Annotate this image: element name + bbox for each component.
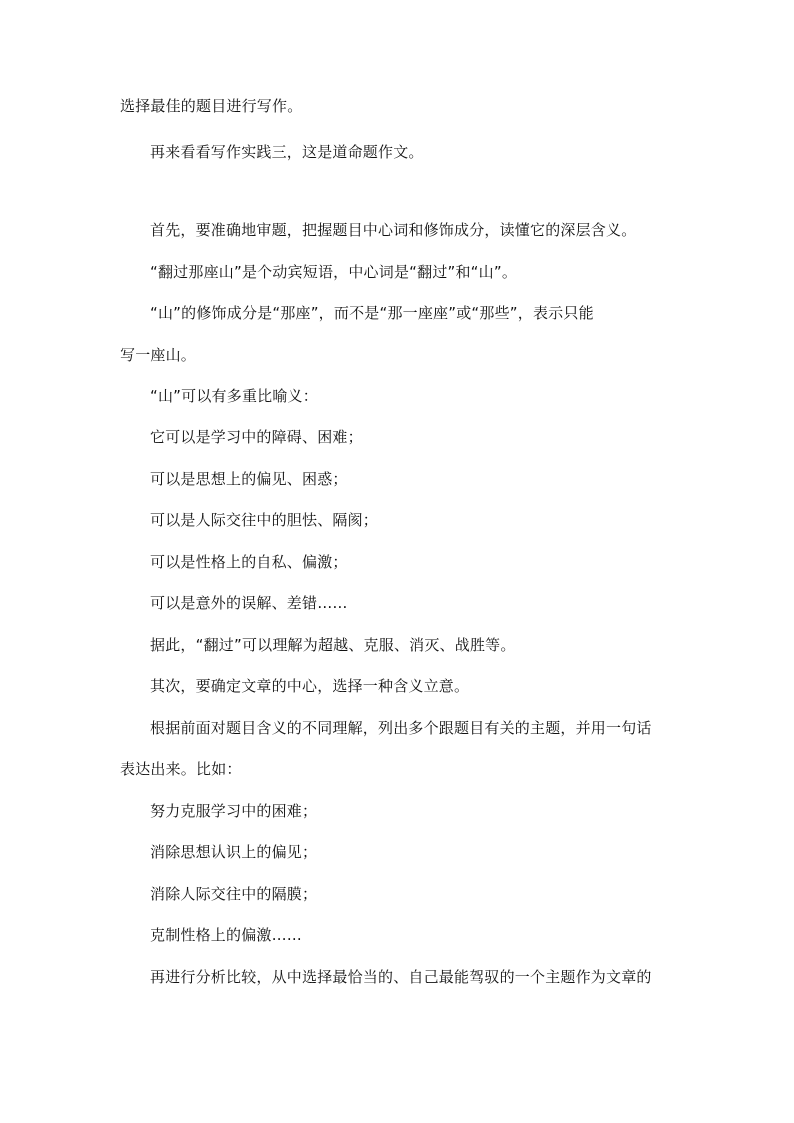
text-line: 克制性格上的偏激…… <box>150 926 303 944</box>
text-line: 表达出来。比如： <box>120 760 242 778</box>
text-line: 其次，要确定文章的中心，选择一种含义立意。 <box>150 677 470 695</box>
text-line: “山”可以有多重比喻义： <box>150 387 318 405</box>
text-line: “山”的修饰成分是“那座”，而不是“那一座座”或“那些”，表示只能 <box>150 304 594 322</box>
text-line: 可以是意外的误解、差错…… <box>150 594 348 612</box>
text-line: 消除思想认识上的偏见； <box>150 843 318 861</box>
text-line: 根据前面对题目含义的不同理解，列出多个跟题目有关的主题，并用一句话 <box>150 719 652 737</box>
text-line: 努力克服学习中的困难； <box>150 802 318 820</box>
text-line: 据此，“翻过”可以理解为超越、克服、消灭、战胜等。 <box>150 636 516 654</box>
text-line: 首先，要准确地审题，把握题目中心词和修饰成分，读懂它的深层含义。 <box>150 221 637 239</box>
text-line: 再进行分析比较，从中选择最恰当的、自己最能驾驭的一个主题作为文章的 <box>150 968 652 986</box>
text-line: 它可以是学习中的障碍、困难； <box>150 428 363 446</box>
text-line: 可以是人际交往中的胆怯、隔阂； <box>150 511 379 529</box>
text-line: 选择最佳的题目进行写作。 <box>120 97 303 115</box>
text-line: 写一座山。 <box>120 346 197 364</box>
text-line: 可以是性格上的自私、偏激； <box>150 553 348 571</box>
text-line: 再来看看写作实践三，这是道命题作文。 <box>150 143 424 161</box>
text-line: “翻过那座山”是个动宾短语，中心词是“翻过”和“山”。 <box>150 263 518 281</box>
text-line: 可以是思想上的偏见、困惑； <box>150 470 348 488</box>
text-line: 消除人际交往中的隔膜； <box>150 885 318 903</box>
